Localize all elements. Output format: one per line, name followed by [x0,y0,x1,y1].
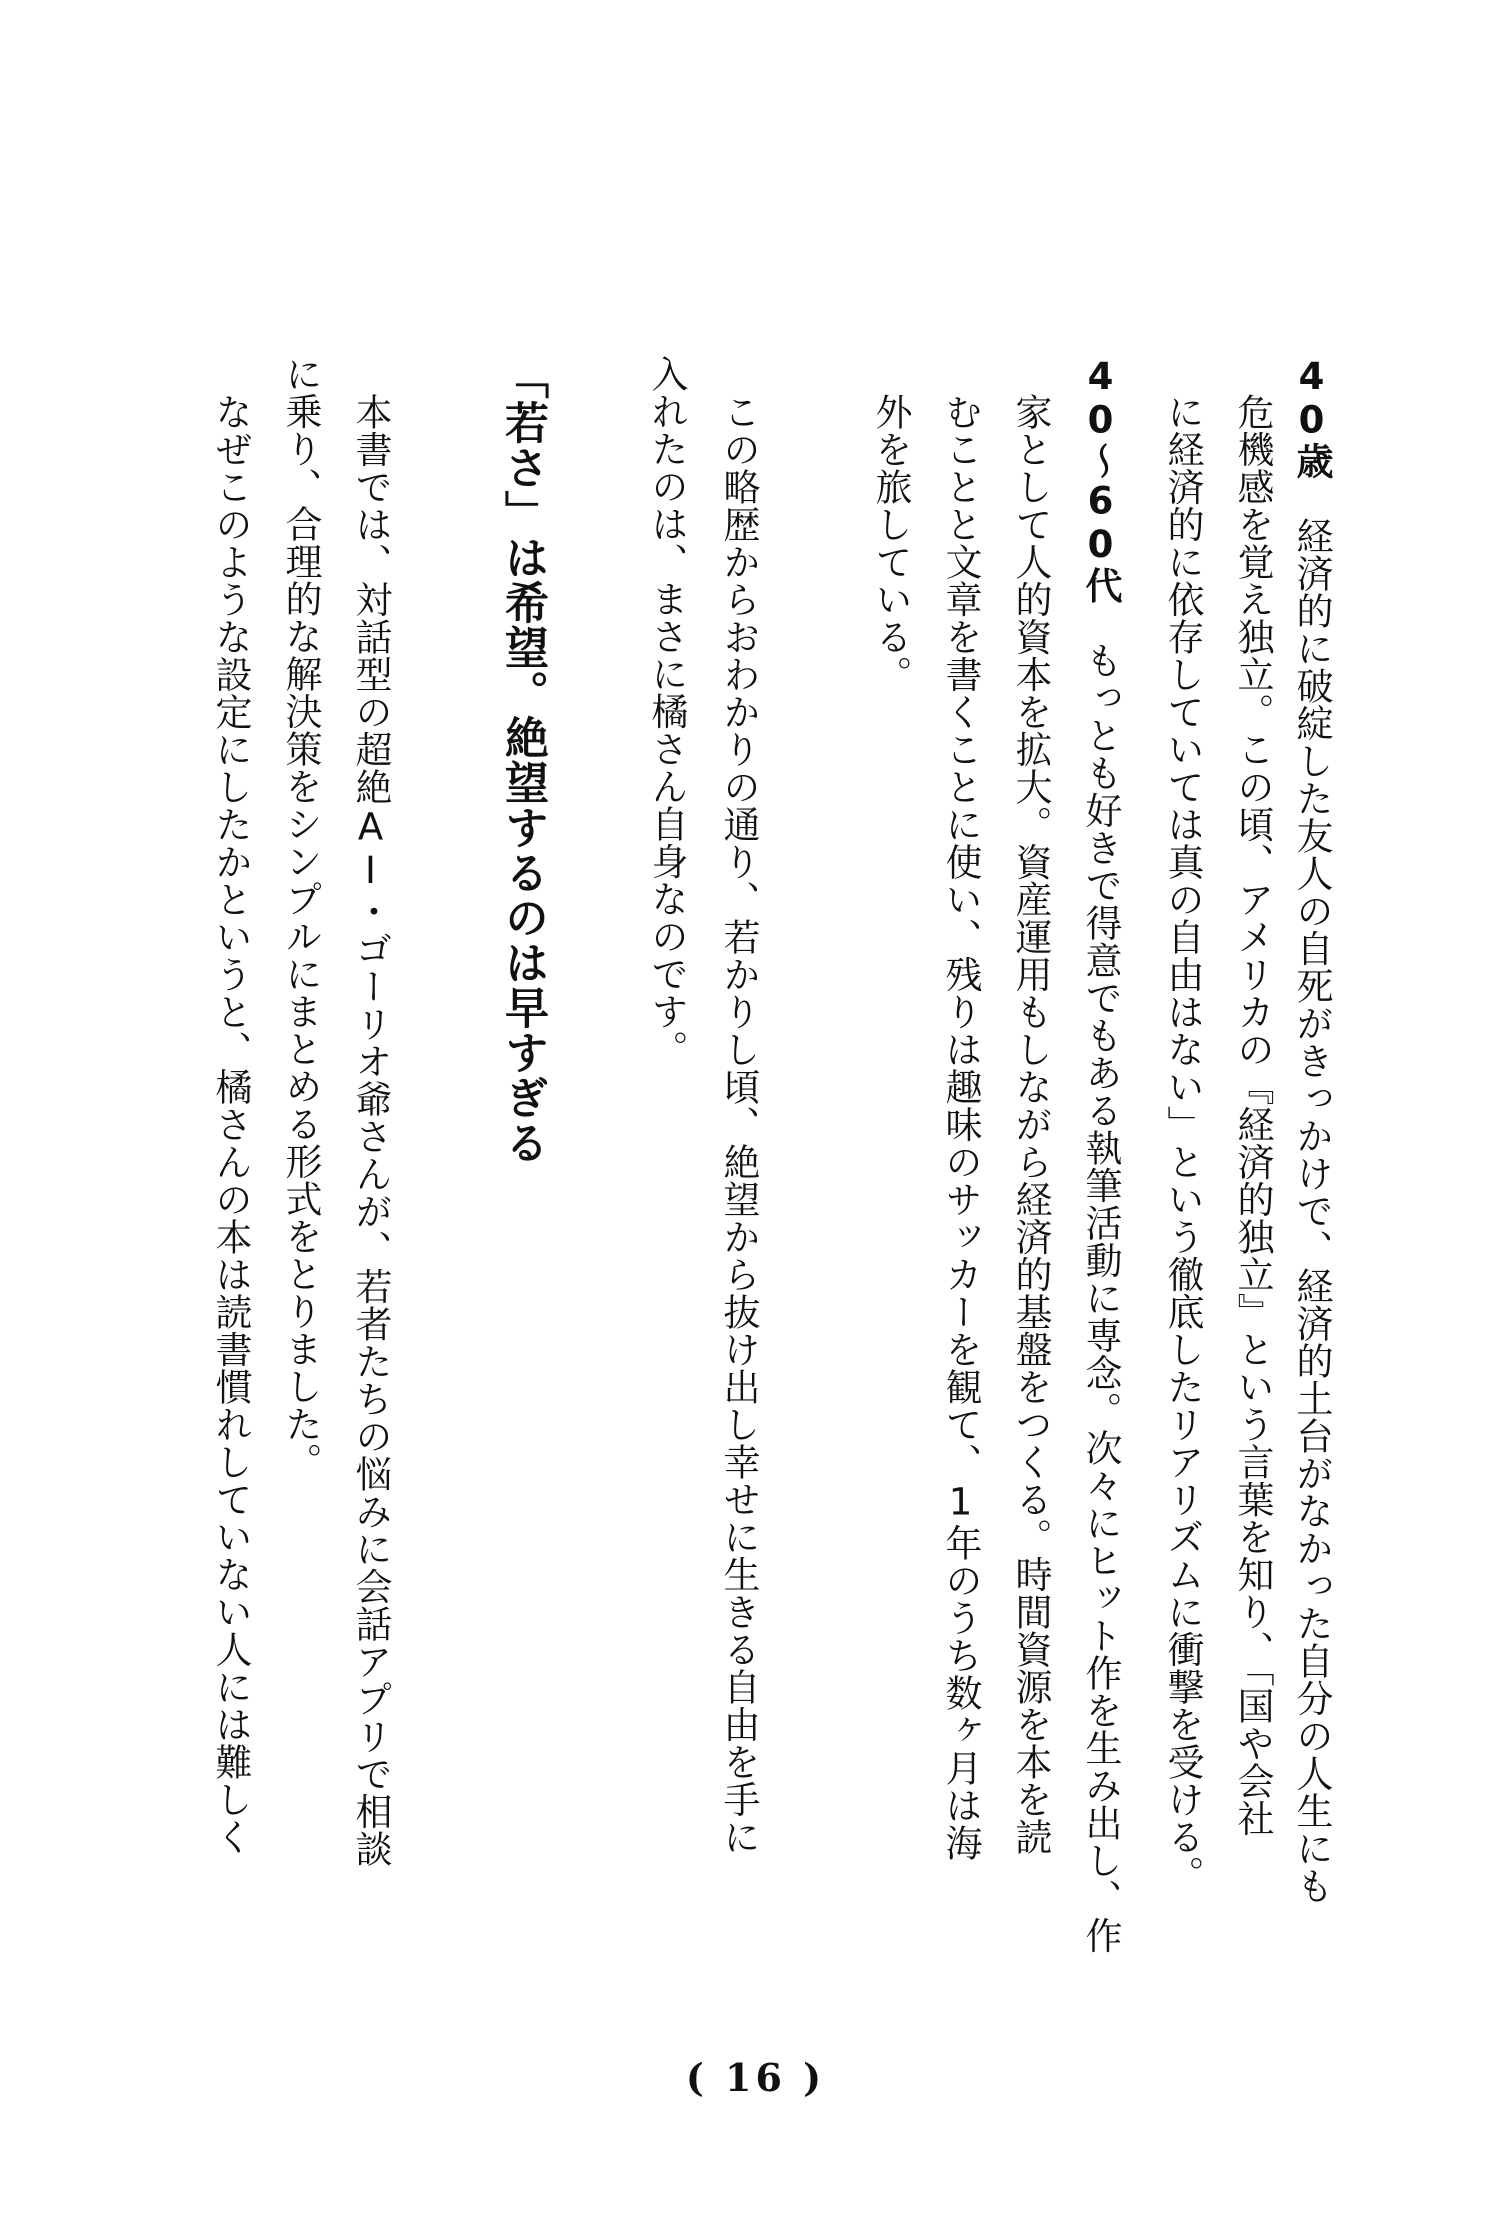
text-column-6 [939,393,982,1862]
text-column-3 [1161,393,1204,1893]
column-11-text: に乗り、合理的な解決策をシンプルにまとめる形式をとりました。 [279,355,322,1480]
text-column-12 [209,393,252,1856]
column-4-text: もっとも好きで得意でもある執筆活動に専念。次々にヒット作を生み出し、作 [1079,604,1122,1954]
age-label-40-60: 40〜60代 [1079,355,1122,604]
text-column-8 [717,393,760,1856]
text-column-1 [1290,355,1333,1905]
text-column-4 [1079,355,1122,1954]
heading-text: 「若さ」は希望。絶望するのは早すぎる [497,355,548,1165]
text-column-10 [349,393,392,1868]
page-number: ( 16 ) [685,2055,826,2100]
column-3-text: に経済的に依存していては真の自由はない」という徹底したリアリズムに衝撃を受ける。 [1161,393,1204,1893]
section-heading [497,355,548,1165]
age-label-40: 40歳 [1290,355,1333,480]
column-2-text: 危機感を覚え独立。この頃、アメリカの『経済的独立』という言葉を知り、「国や会社 [1231,393,1274,1837]
text-column-7 [869,393,912,693]
column-5-text: 家として人的資本を拡大。資産運用もしながら経済的基盤をつくる。時間資源を本を読 [1009,393,1052,1856]
column-7-text: 外を旅している。 [869,393,912,693]
column-12-text: なぜこのような設定にしたかというと、橘さんの本は読書慣れしていない人には難しく [209,393,252,1856]
text-column-11 [279,355,322,1480]
column-1-text: 経済的に破綻した友人の自死がきっかけで、経済的土台がなかった自分の人生にも [1290,479,1333,1905]
text-column-9 [645,355,688,1068]
column-8-text: この略歴からおわかりの通り、若かりし頃、絶望から抜け出し幸せに生きる自由を手に [717,393,760,1856]
column-9-text: 入れたのは、まさに橘さん自身なのです。 [645,355,688,1068]
column-10-text: 本書では、対話型の超絶AI・ゴーリオ爺さんが、若者たちの悩みに会話アプリで相談 [349,393,392,1868]
text-column-5 [1009,393,1052,1856]
column-6-text: むことと文章を書くことに使い、残りは趣味のサッカーを観て、1年のうち数ヶ月は海 [939,393,982,1862]
text-column-2 [1231,393,1274,1837]
